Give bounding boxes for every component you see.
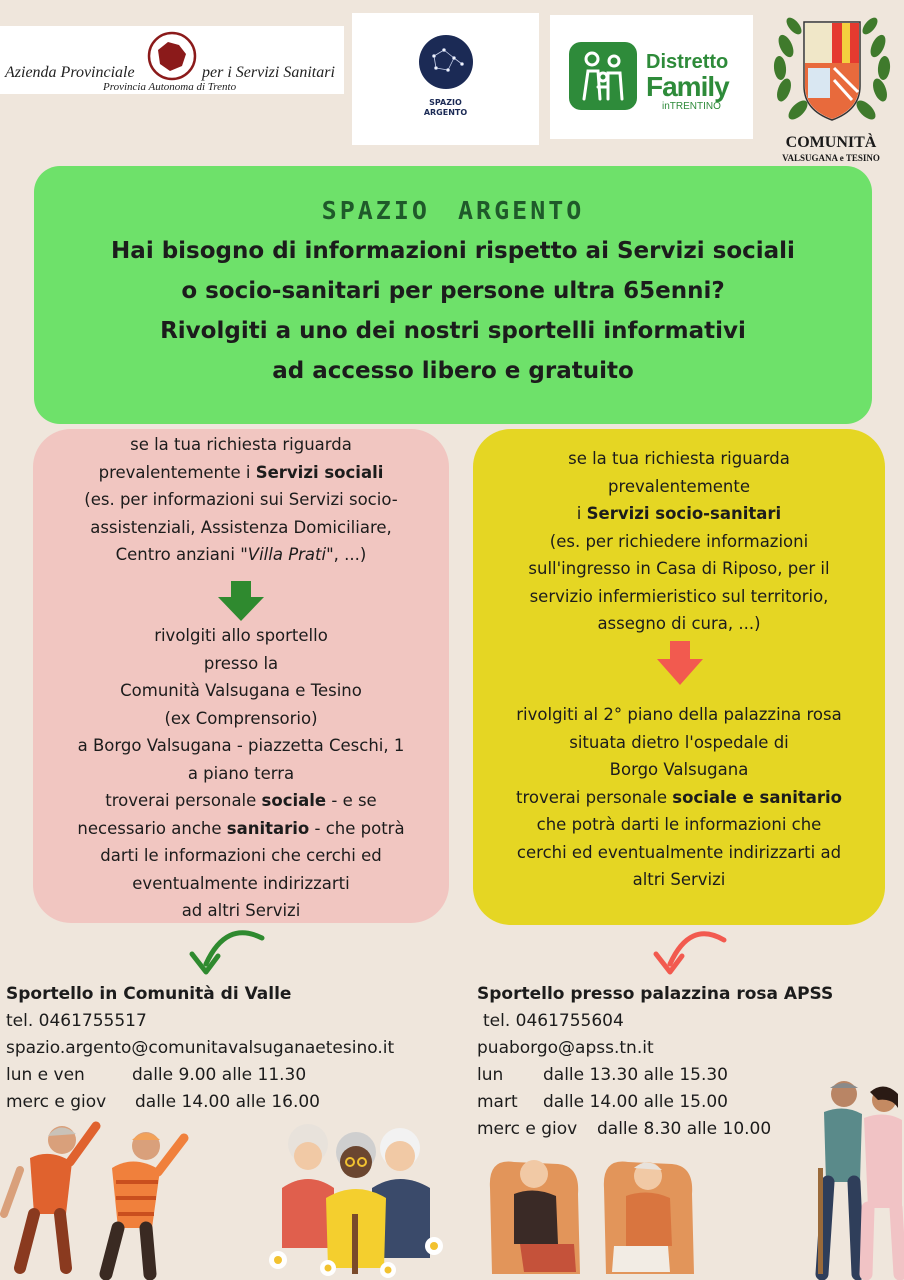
- box-line: cerchi ed eventualmente indirizzarti ad: [516, 842, 842, 862]
- apss-name-left: Azienda Provinciale: [5, 64, 135, 81]
- comunita-valsugana-logo: [758, 6, 904, 166]
- socio-health-services-box: [473, 429, 885, 925]
- box-line: situata dietro l'ospedale di: [569, 732, 789, 752]
- box-line: (ex Comprensorio): [164, 708, 318, 728]
- apss-name-right: per i Servizi Sanitari: [202, 64, 335, 81]
- box-line: rivolgiti al 2° piano della palazzina rosa: [516, 705, 842, 724]
- hours-row: merc e giov dalle 14.00 alle 16.00: [6, 1092, 320, 1112]
- box-line: Borgo Valsugana: [609, 760, 749, 779]
- box-line: a piano terra: [187, 763, 295, 783]
- contact-email: spazio.argento@comunitavalsuganaetesino.it: [6, 1038, 395, 1058]
- seniors-chatting-illustration: [484, 1148, 704, 1280]
- box-line: che potrà darti le informazioni che: [536, 815, 822, 834]
- box-line: Comunità Valsugana e Tesino: [120, 681, 362, 700]
- hours-row: lun dalle 13.30 alle 15.30: [477, 1065, 728, 1085]
- contact-email: puaborgo@apss.tn.it: [477, 1038, 654, 1058]
- spazio-argento-logo: [352, 13, 539, 145]
- family-logo-line1: Distretto: [646, 51, 729, 73]
- curved-arrow-red-icon: [646, 924, 728, 982]
- box-line: darti le informazioni che cerchi ed: [100, 846, 382, 865]
- constellation-icon: [418, 34, 474, 90]
- box-line: sull'ingresso in Casa di Riposo, per il: [528, 559, 830, 578]
- coat-of-arms-icon: [768, 6, 896, 132]
- contact-title: Sportello presso palazzina rosa APSS: [477, 984, 834, 1004]
- box-line: Centro anziani "Villa Prati", ...): [115, 545, 367, 564]
- intro-line: o socio-sanitari per persone ultra 65enni?: [181, 278, 725, 304]
- spazio-logo-line2: ARGENTO: [423, 108, 468, 117]
- box-line: servizio infermieristico sul territorio,: [529, 586, 829, 606]
- senior-group-illustration: [268, 1118, 448, 1280]
- contact-title: Sportello in Comunità di Valle: [6, 984, 292, 1004]
- box-line: altri Servizi: [632, 870, 726, 889]
- apss-logo: [0, 26, 344, 94]
- family-icon: [568, 41, 638, 111]
- hours-row: merc e giov dalle 8.30 alle 10.00: [477, 1119, 772, 1139]
- box-line: necessario anche sanitario - che potrà: [77, 818, 405, 838]
- box-line: ad altri Servizi: [181, 901, 301, 920]
- intro-line: Hai bisogno di informazioni rispetto ai Servizi sociali: [111, 238, 795, 264]
- family-logo-line3: inTRENTINO: [662, 101, 721, 112]
- box-line: (es. per richiedere informazioni: [549, 531, 809, 551]
- box-line: rivolgiti allo sportello: [154, 626, 328, 645]
- spazio-logo-line1: SPAZIO: [429, 98, 462, 107]
- intro-line: ad accesso libero e gratuito: [272, 358, 634, 384]
- curved-arrow-green-icon: [186, 924, 266, 984]
- comunita-logo-line1: COMUNITÀ: [785, 134, 877, 151]
- box-line: presso la: [203, 653, 279, 673]
- box-line: assistenziali, Assistenza Domiciliare,: [90, 517, 392, 537]
- comunita-logo-line2: VALSUGANA e TESINO: [782, 153, 880, 163]
- arrow-down-icon: [218, 581, 264, 621]
- intro-text: [34, 231, 872, 391]
- contact-phone: tel. 0461755517: [6, 1011, 147, 1031]
- intro-banner: [34, 166, 872, 424]
- contact-phone: tel. 0461755604: [483, 1011, 624, 1031]
- box-line: se la tua richiesta riguarda: [568, 449, 790, 468]
- highlight-socio-health-services: Servizi socio-sanitari: [586, 504, 782, 523]
- arrow-down-icon: [657, 641, 703, 685]
- exercising-seniors-illustration: [0, 1118, 190, 1280]
- villa-prati-text: Villa Prati: [247, 545, 327, 564]
- box-line: a Borgo Valsugana - piazzetta Ceschi, 1: [77, 736, 405, 755]
- apss-subtitle: Provincia Autonoma di Trento: [103, 81, 237, 93]
- contact-left: [6, 981, 466, 1116]
- apss-emblem-icon: [146, 30, 198, 82]
- intro-line: Rivolgiti a uno dei nostri sportelli informativi: [160, 318, 746, 344]
- caregiver-illustration: [800, 1078, 904, 1280]
- social-services-box: [33, 429, 449, 923]
- family-logo-line2: Family: [646, 71, 729, 102]
- hours-row: mart dalle 14.00 alle 15.00: [477, 1092, 728, 1112]
- box-line: (es. per informazioni sui Servizi socio-: [84, 490, 398, 509]
- box-line: troverai personale sociale e sanitario: [515, 787, 843, 807]
- highlight-social-services: Servizi sociali: [255, 462, 384, 482]
- hours-row: lun e ven dalle 9.00 alle 11.30: [6, 1065, 307, 1085]
- box-line: troverai personale sociale - e se: [105, 791, 377, 810]
- box-line: se la tua richiesta riguarda: [130, 435, 352, 454]
- distretto-family-logo: [550, 15, 753, 139]
- box-line: prevalentemente: [607, 476, 751, 496]
- box-line: assegno di cura, ...): [597, 614, 761, 633]
- page-title: SPAZIO ARGENTO: [321, 196, 585, 225]
- box-line: eventualmente indirizzarti: [132, 873, 350, 893]
- box-line: prevalentemente i Servizi sociali: [98, 462, 384, 482]
- box-line: i Servizi socio-sanitari: [576, 504, 782, 523]
